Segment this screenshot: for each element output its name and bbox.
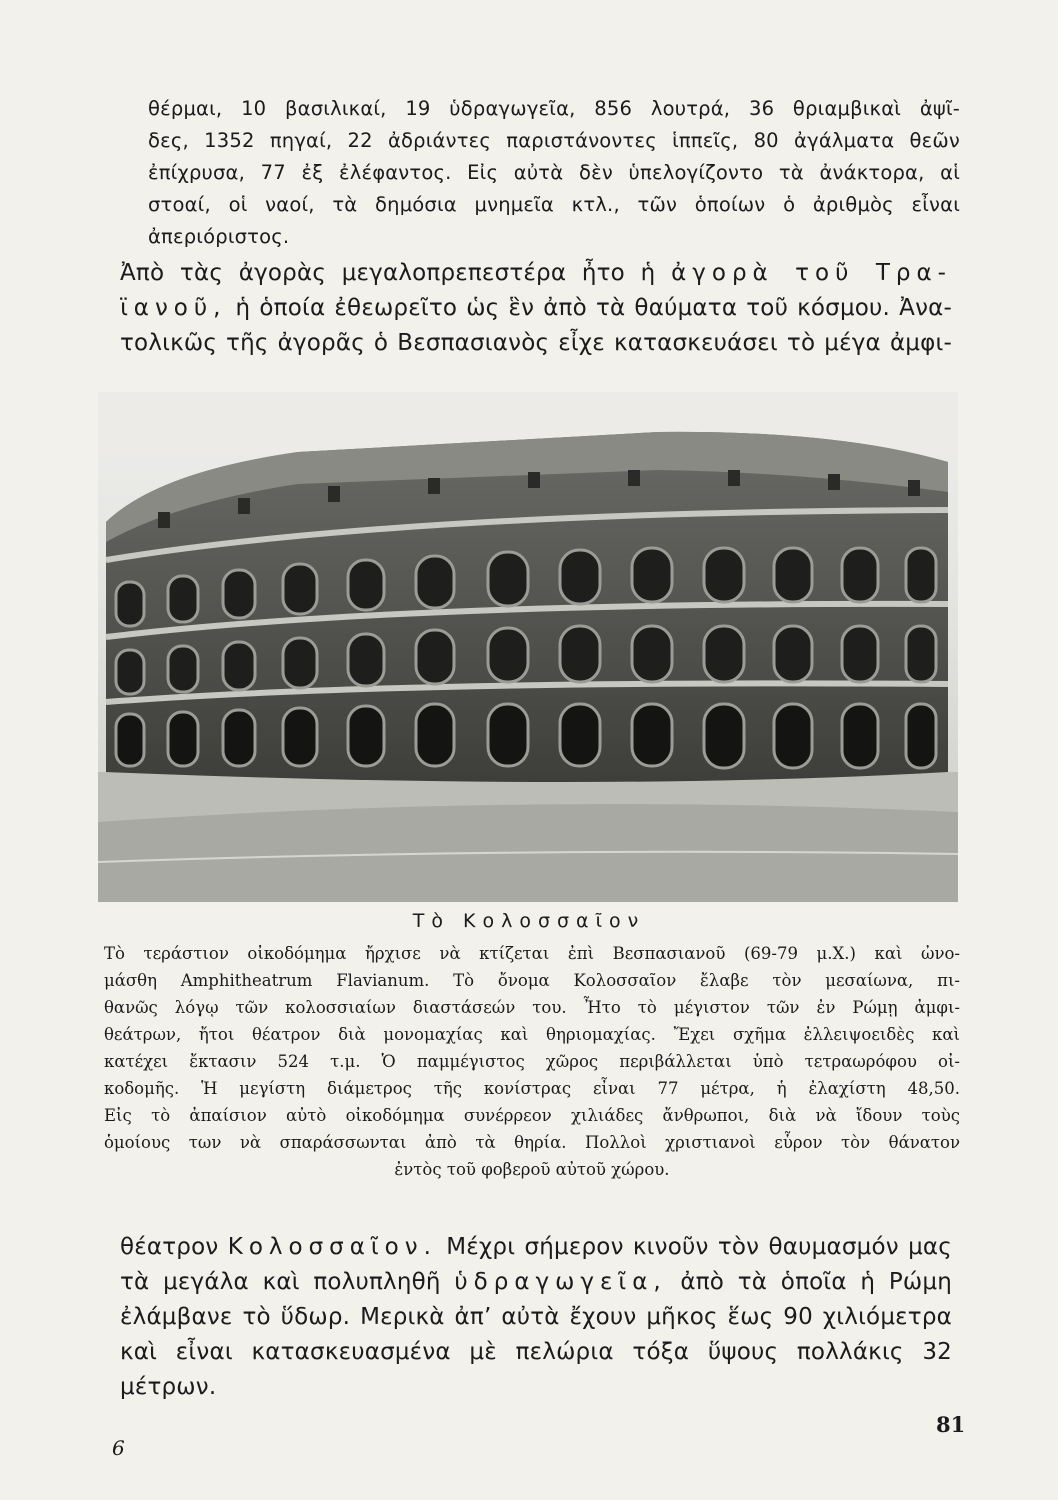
text-run: τὰ μεγάλα καὶ πολυπληθῆ	[120, 1269, 455, 1295]
caption-line: ὁμοίους των νὰ σπαράσσωνται ἀπὸ τὰ θηρία. Πολλοὶ χριστιανοὶ εὗρον τὸν θάνατον	[104, 1133, 960, 1152]
colosseum-photo	[98, 392, 958, 902]
figure-caption-title: Τὸ Κολοσσαῖον	[412, 910, 646, 932]
caption-line: θανῶς λόγῳ τῶν κολοσσιαίων διαστάσεών του. Ἦτο τὸ μέγιστον τῶν ἐν Ρώμῃ ἀμφι-	[104, 998, 960, 1017]
text-line	[120, 256, 952, 291]
text-run: Μέχρι σήμερον κινοῦν τὸν θαυμασμόν μας	[436, 1234, 952, 1260]
text-line	[120, 1230, 952, 1265]
caption-line: κατέχει ἔκτασιν 524 τ.μ. Ὁ παμμέγιστος χῶρος περιβάλλεται ὑπὸ τετραωρόφου οἰ-	[104, 1052, 960, 1071]
figure-caption	[104, 940, 960, 1183]
emphasis-aqueducts: ὑδραγωγεῖα,	[454, 1269, 667, 1295]
text-run: θέατρον	[120, 1234, 228, 1260]
text-line: στοαί, οἱ ναοί, τὰ δημόσια μνημεῖα κτλ., τῶν ὁποίων ὁ ἀριθμὸς εἶναι	[148, 193, 960, 216]
emphasis-trajan-forum: ἀγορὰ τοῦ Τρα-	[671, 260, 952, 286]
colosseum-illustration	[98, 392, 958, 902]
caption-line: ἐντὸς τοῦ φοβεροῦ αὐτοῦ χώρου.	[394, 1160, 670, 1179]
emphasis-trajan-forum-cont: ϊανοῦ,	[120, 295, 227, 321]
text-line: δες, 1352 πηγαί, 22 ἀδριάντες παριστάνοντες ἱππεῖς, 80 ἀγάλματα θεῶν	[148, 129, 960, 152]
text-line: τολικῶς τῆς ἀγορᾶς ὁ Βεσπασιανὸς εἶχε κατασκευάσει τὸ μέγα ἀμφι-	[120, 330, 952, 356]
caption-line: Τὸ τεράστιον οἰκοδόμημα ἤρχισε νὰ κτίζεται ἐπὶ Βεσπασιανοῦ (69-79 μ.Χ.) καὶ ὠνο-	[104, 944, 960, 963]
caption-line: μάσθη Amphitheatrum Flavianum. Τὸ ὄνομα Κολοσσαῖον ἔλαβε τὸν μεσαίωνα, πι-	[104, 971, 960, 990]
main-paragraph	[120, 256, 952, 361]
text-line: ἀπεριόριστος.	[148, 225, 290, 248]
page-number: 81	[936, 1412, 966, 1437]
caption-line: Εἰς τὸ ἀπαίσιον αὐτὸ οἰκοδόμημα συνέρρεον χιλιάδες ἄνθρωποι, διὰ νὰ ἴδουν τοὺς	[104, 1106, 960, 1125]
text-line	[120, 1265, 952, 1300]
text-line: ἐπίχρυσα, 77 ἐξ ἐλέφαντος. Εἰς αὐτὰ δὲν ὑπελογίζοντο τὰ ἀνάκτορα, αἱ	[148, 161, 960, 184]
signature-mark: 6	[112, 1436, 125, 1460]
text-run: Ἀπὸ τὰς ἀγορὰς μεγαλοπρεπεστέρα ἦτο ἡ	[120, 260, 672, 286]
caption-line: θεάτρων, ἤτοι θέατρον διὰ μονομαχίας καὶ θηριομαχίας. Ἔχει σχῆμα ἐλλειψοειδὲς καὶ	[104, 1025, 960, 1044]
text-line	[120, 291, 952, 326]
text-run: ἡ ὁποία ἐθεωρεῖτο ὡς ἓν ἀπὸ τὰ θαύματα τοῦ κόσμου. Ἀνα-	[226, 295, 952, 321]
text-run: ἀπὸ τὰ ὁποῖα ἡ Ρώμη	[666, 1269, 953, 1295]
closing-paragraph	[120, 1230, 952, 1405]
intro-paragraph	[148, 93, 960, 253]
text-line: θέρμαι, 10 βασιλικαί, 19 ὑδραγωγεῖα, 856 λουτρά, 36 θριαμβικαὶ ἀψῖ-	[148, 97, 960, 120]
caption-line: κοδομῆς. Ἡ μεγίστη διάμετρος τῆς κονίστρας εἶναι 77 μέτρα, ἡ ἐλαχίστη 48,50.	[104, 1079, 960, 1098]
emphasis-colosseum: Κολοσσαῖον.	[227, 1234, 437, 1260]
text-line: καὶ εἶναι κατασκευασμένα μὲ πελώρια τόξα ὕψους πολλάκις 32 μέτρων.	[120, 1339, 952, 1400]
text-line: ἐλάμβανε τὸ ὕδωρ. Μερικὰ ἀπ’ αὐτὰ ἔχουν μῆκος ἕως 90 χιλιόμετρα	[120, 1304, 952, 1330]
